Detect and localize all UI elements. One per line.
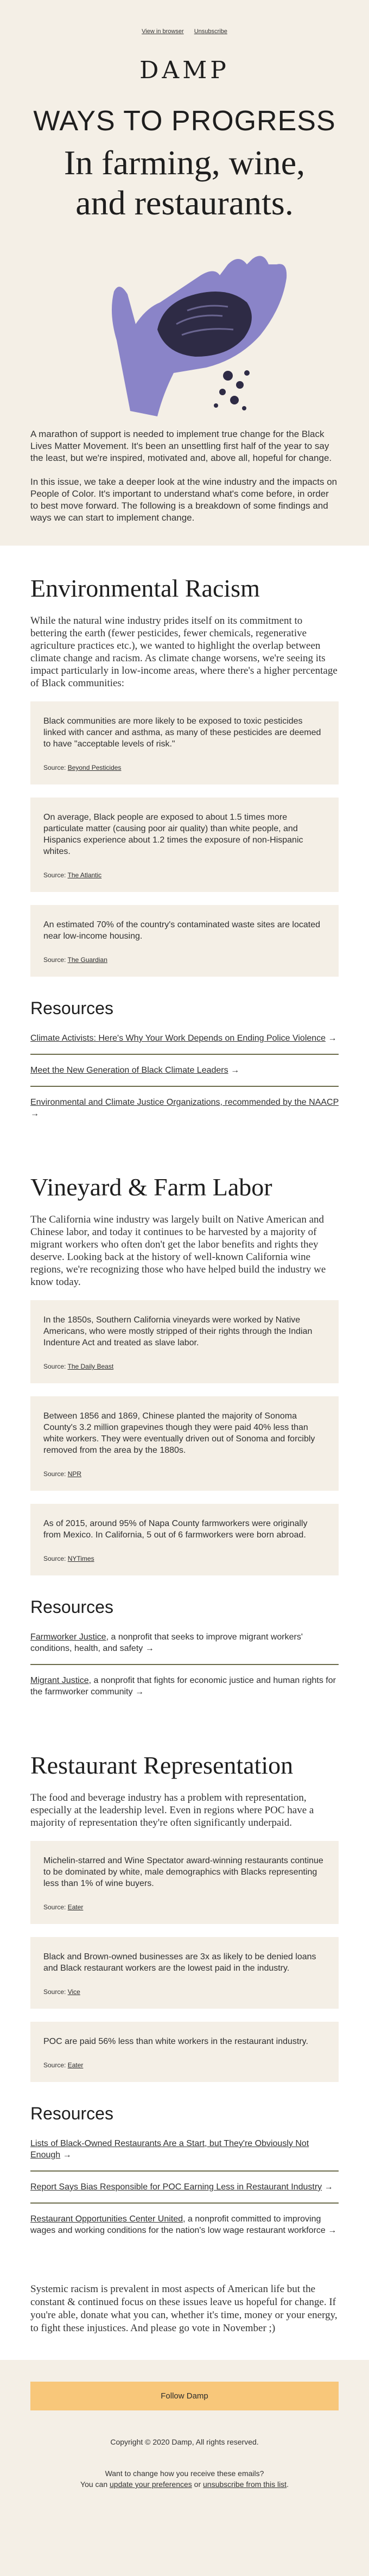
source-label: Source: <box>43 956 66 964</box>
source-link[interactable]: The Daily Beast <box>67 1363 114 1370</box>
section-environmental-racism <box>0 546 369 1144</box>
fact-source <box>43 1363 326 1370</box>
resource-item <box>30 1631 339 1665</box>
fact-source <box>43 764 326 771</box>
section-lead: The California wine industry was largely built on Native American and Chinese labor, and today it continues to be harvested by a majority of migrant workers who often don't get the labor benefits and rights they deserve. Looking back at the history of well-known California wine regions, we're recognizing those who have helped build the industry we know today. <box>30 1214 326 1288</box>
source-link[interactable]: Eater <box>67 2061 84 2069</box>
resource-rest: → <box>326 1034 337 1043</box>
resource-item <box>30 2138 339 2172</box>
resource-link[interactable]: Lists of Black-Owned Restaurants Are a Start, but They're Obviously Not Enough <box>30 2139 309 2160</box>
preferences-text <box>30 2468 339 2490</box>
headline-line-2: and restaurants. <box>75 183 294 222</box>
resource-rest: , a nonprofit that fights for economic justice and human rights for the farmworker community → <box>30 1676 336 1697</box>
resource-link[interactable]: Meet the New Generation of Black Climate Leaders <box>30 1066 228 1075</box>
intro-paragraph: In this issue, we take a deeper look at the wine industry and the impacts on People of Color. It's important to understand what's come before, in order to best move forward. The following is a breakdown of some findings and ways we can start to implement change. <box>30 477 338 523</box>
resource-link[interactable]: Migrant Justice <box>30 1676 89 1685</box>
fact-source <box>43 871 326 879</box>
resources <box>30 1597 339 1707</box>
resource-item <box>30 1097 339 1129</box>
resource-rest: , a nonprofit committed to improving wages and working conditions for the nation's low wage restaurant workforce → <box>30 2214 337 2235</box>
fact-text: An estimated 70% of the country's contaminated waste sites are located near low-income housing. <box>43 920 320 941</box>
resource-rest: → <box>322 2182 333 2192</box>
section-farm-labor <box>0 1144 369 1723</box>
resource-item <box>30 2181 339 2204</box>
source-label: Source: <box>43 1903 66 1911</box>
resource-item <box>30 1065 339 1087</box>
view-in-browser-link[interactable]: View in browser <box>142 28 184 35</box>
fact-source <box>43 1988 326 1996</box>
source-label: Source: <box>43 2061 66 2069</box>
source-link[interactable]: NPR <box>67 1470 82 1478</box>
fact-source <box>43 1555 326 1562</box>
source-link[interactable]: Beyond Pesticides <box>67 764 122 771</box>
resource-link[interactable]: Report Says Bias Responsible for POC Earning Less in Restaurant Industry <box>30 2182 322 2192</box>
unsubscribe-list-link[interactable]: unsubscribe from this list <box>203 2480 287 2489</box>
fact-text: Michelin-starred and Wine Spectator award-winning restaurants continue to be dominated by white, male demographics with Blacks representing less than 1% of wine buyers. <box>43 1856 323 1888</box>
copyright: Copyright © 2020 Damp, All rights reserved. <box>110 2438 259 2446</box>
hero-section <box>0 0 369 546</box>
closing-paragraph: Systemic racism is prevalent in most aspects of American life but the constant & continued focus on these issues leave us hopeful for change. If you're able, donate what you can, whether it's time, money or your energy, to fight these injustices. And please go vote in November ;) <box>30 2283 338 2334</box>
preferences-or: or <box>192 2480 203 2489</box>
source-label: Source: <box>43 1555 66 1562</box>
fact-text: Black and Brown-owned businesses are 3x as likely to be denied loans and Black restaurant workers are the lowest paid in the industry. <box>43 1952 316 1973</box>
section-title: Vineyard & Farm Labor <box>30 1173 272 1201</box>
preferences-period: . <box>287 2480 289 2489</box>
resource-rest: , a nonprofit that seeks to improve migrant workers' conditions, health, and safety → <box>30 1632 303 1653</box>
section-title: Environmental Racism <box>30 574 260 602</box>
unsubscribe-link[interactable]: Unsubscribe <box>194 28 227 35</box>
fact-source <box>43 1470 326 1478</box>
resource-link[interactable]: Environmental and Climate Justice Organizations, recommended by the NAACP <box>30 1098 339 1107</box>
source-link[interactable]: The Guardian <box>67 956 107 964</box>
fact-card <box>30 701 339 784</box>
resource-item <box>30 2213 339 2246</box>
source-link[interactable]: The Atlantic <box>67 871 102 879</box>
source-label: Source: <box>43 1363 66 1370</box>
resources <box>30 998 339 1129</box>
hand-holding-soil-icon <box>65 243 304 416</box>
headline-line-1: In farming, wine, <box>63 143 306 182</box>
resource-link[interactable]: Restaurant Opportunities Center United <box>30 2214 183 2224</box>
preferences-question: Want to change how you receive these emails? <box>105 2469 264 2478</box>
fact-text: On average, Black people are exposed to about 1.5 times more particulate matter (causing poor air quality) than white people, and Hispanics experience about 1.2 times the exposure of non-Hispanic whites. <box>43 813 303 856</box>
fact-card <box>30 1504 339 1575</box>
resource-item <box>30 1675 339 1707</box>
resources <box>30 2104 339 2246</box>
fact-text: Between 1856 and 1869, Chinese planted the majority of Sonoma County's 3.2 million grapevines though they were paid 40% less than white workers. They were eventually driven out of Sonoma and forcibly removed from the area by the 1880s. <box>43 1412 315 1455</box>
source-link[interactable]: Vice <box>67 1988 80 1996</box>
fact-source <box>43 1903 326 1911</box>
fact-text: As of 2015, around 95% of Napa County farmworkers were originally from Mexico. In California, 5 out of 6 farmworkers were born abroad. <box>43 1519 308 1540</box>
fact-card <box>30 1841 339 1924</box>
resource-rest: → <box>60 2150 72 2160</box>
source-link[interactable]: NYTimes <box>67 1555 94 1562</box>
source-label: Source: <box>43 871 66 879</box>
resources-title: Resources <box>30 1597 113 1617</box>
fact-source <box>43 956 326 964</box>
headline <box>30 143 339 223</box>
update-preferences-link[interactable]: update your preferences <box>110 2480 192 2489</box>
fact-text: POC are paid 56% less than white workers in the restaurant industry. <box>43 2037 308 2046</box>
resources-title: Resources <box>30 2104 113 2123</box>
resource-rest: → <box>228 1066 240 1075</box>
eyebrow-heading: WAYS TO PROGRESS <box>33 105 336 137</box>
preferences-line <box>30 2479 339 2490</box>
fact-card <box>30 1937 339 2009</box>
source-label: Source: <box>43 1470 66 1478</box>
source-label: Source: <box>43 1988 66 1996</box>
resource-rest: → <box>30 1109 39 1118</box>
fact-card <box>30 905 339 977</box>
intro-paragraph: A marathon of support is needed to implement true change for the Black Lives Matter Movement. It's been an unsettling first half of the year to say the least, but we're inspired, motivated and, above all, hopeful for change. <box>30 429 332 463</box>
fact-card <box>30 2022 339 2082</box>
follow-button[interactable]: Follow Damp <box>30 2382 339 2410</box>
fact-text: Black communities are more likely to be exposed to toxic pesticides linked with cancer and asthma, as many of these pesticides are deemed to have "acceptable levels of risk." <box>43 717 321 749</box>
source-label: Source: <box>43 764 66 771</box>
section-title: Restaurant Representation <box>30 1751 294 1779</box>
resource-item <box>30 1033 339 1055</box>
source-link[interactable]: Eater <box>67 1903 84 1911</box>
section-lead: While the natural wine industry prides itself on its commitment to bettering the earth (fewer pesticides, fewer chemicals, regenerative agriculture practices etc.), we wanted to highlight the overlap between climate change and racism. As climate change worsens, we're seeing its impact particularly in low-income areas, where there's a higher percentage of Black communities: <box>30 615 338 689</box>
fact-card <box>30 798 339 892</box>
fact-card <box>30 1300 339 1383</box>
fact-source <box>43 2061 326 2069</box>
preferences-prefix: You can <box>80 2480 110 2489</box>
intro <box>30 428 339 524</box>
resources-title: Resources <box>30 998 113 1018</box>
fact-card <box>30 1396 339 1491</box>
section-lead: The food and beverage industry has a problem with representation, especially at the leadership level. Even in regions where POC have a majority of representation they're often significantly underpaid. <box>30 1792 314 1828</box>
section-restaurant-representation <box>0 1723 369 2261</box>
fact-text: In the 1850s, Southern California vineyards were worked by Native Americans, who were mostly stripped of their rights through the Indian Indenture Act and treated as slave labor. <box>43 1315 313 1347</box>
resource-link[interactable]: Farmworker Justice <box>30 1632 106 1642</box>
logo[interactable]: DAMP <box>139 56 230 84</box>
resource-link[interactable]: Climate Activists: Here's Why Your Work Depends on Ending Police Violence <box>30 1034 326 1043</box>
top-links <box>30 28 339 35</box>
footer <box>0 2360 369 2506</box>
